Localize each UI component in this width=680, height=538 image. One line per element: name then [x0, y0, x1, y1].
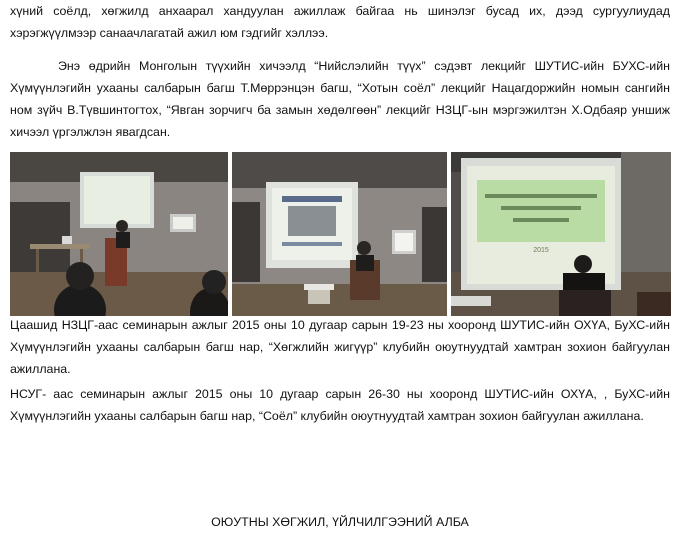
- lecture-photo-3: [451, 152, 671, 316]
- seminar-paragraph-2: НСУГ- аас семинарын ажлыг 2015 оны 10 дугаар сарын 26-30 ны хооронд ШУТИС-ийн ОХҮА, , БуХС-ийн Хүмүүнлэгийн ухааны салбарын багш нар, “Соёл” клубийн оюутнуудтай хамтран зохион байгуулан ажиллана.: [10, 387, 670, 423]
- lecture-photo-2: [232, 152, 447, 316]
- seminar-paragraph-1: Цаашид НЗЦГ-аас семинарын ажлыг 2015 оны 10 дугаар сарын 19-23 ны хооронд ШУТИС-ийн ОХҮА, БуХС-ийн Хүмүүнлэгийн ухааны салбарын багш нар, “Хөгжлийн жигүүр” клубийн оюутнуудтай хамтран зохион байгуулан ажиллана.: [10, 318, 670, 376]
- lecture-photo-1: [10, 152, 228, 316]
- intro-paragraph: хүний соёлд, хөгжилд анхаарал хандуулан ажиллаж байгаа нь шинэлэг бусад их, дээд сургуулиудад хэрэгжүүлмээр санаачлагатай ажил юм гэдгийг хэллээ.: [10, 4, 670, 40]
- lecture-paragraph: Энэ өдрийн Монголын түүхийн хичээлд “Нийслэлийн түүх” сэдэвт лекцийг ШУТИС-ийн БУХС-ийн Хүмүүнлэгийн ухааны салбарын багш Т.Мөррэнцэн багш, “Хотын соёл” лекцийг Нацагдоржийн номын сангийн ном зүйч В.Түвшинтогтох, “Явган зорчигч ба замын хөдөлгөөн” лекцийг НЗЦГ-ын мэргэжилтэн Х.Одбаяр уншиж хичээл үргэлжлэн явагдсан.: [10, 59, 670, 139]
- slide-year-text: 2015: [533, 247, 549, 254]
- department-signature: ОЮУТНЫ ХӨГЖИЛ, ҮЙЛЧИЛГЭЭНИЙ АЛБА: [211, 515, 469, 529]
